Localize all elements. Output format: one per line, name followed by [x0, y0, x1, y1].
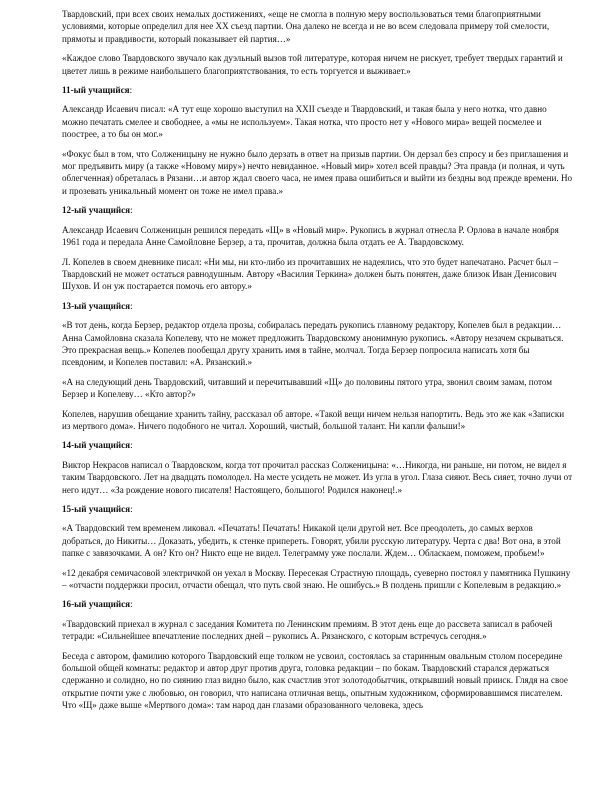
section-heading-label: 13-ый учащийся — [62, 300, 131, 311]
section-heading — [62, 598, 573, 610]
paragraph: «Твардовский приехал в журнал с заседания Комитета по Ленинским премиям. В этот день еще до рассвета записал в рабочей тетради: «Сильнейшее впечатление последних дней – рукопись А. Рязанского, с которым встречусь сегодня.» — [62, 618, 553, 642]
paragraph: «А Твардовский тем временем ликовал. «Печатать! Печатать! Никакой цели другой нет. Все преодолеть, до самых верхов добраться, до Никиты… Доказать, убедить, к стенке припереть. Говорят, убили русскую литературу. Черта с два! Вот она, в этой папке с завязочками. А он? Кто он? Никто еще не видел. Телеграмму уже послали. Ждем… Обласкаем, поможем, пробьем!» — [62, 523, 561, 559]
section-heading — [62, 503, 573, 515]
paragraph: «А на следующий день Твардовский, читавший и перечитывавший «Щ» до половины пятого утра, звонил своим замам, потом Берзер и Копелеву… «Кто автор?» — [62, 376, 553, 400]
section-heading-label: 11-ый учащийся — [62, 85, 130, 96]
paragraph: Л. Копелев в своем дневнике писал: «Ни мы, ни кто-либо из прочитавших не надеялись, что это будет напечатано. Расчет был – Твардовский не может остаться равнодушным. Автору «Василия Теркина» должен быть понятен, даже близок Иван Денисович Шухов. И он уж постарается помочь его автору.» — [62, 256, 558, 292]
section-heading-label: 14-ый учащийся — [62, 440, 131, 451]
paragraph: «Фокус был в том, что Солженицыну не нужно было дерзать в ответ на призыв партии. Он дерзал без спросу и без приглашения и мог предъявить миру (а также «Новому миру») нечто невиданное. «Новый мир» хотел всей правды? Эта правда (и полная, и чуть облегченная) обреталась в Рязани…и автор ждал своего часа, не имея права ошибиться и выйти из бездны вод прежде времени. Но и прозевать уникальный момент он тоже не имел права.» — [62, 148, 573, 196]
paragraph: «В тот день, когда Берзер, редактор отдела прозы, собиралась передать рукопись главному редактору, Копелев был в редакции… Анна Самойловна сказала Копелеву, что не может предложить Твардовскому анонимную рукопись. «Автору незачем скрываться. Это прекрасная вещь.» Копелев пообещал другу хранить имя в тайне, молчал. Тогда Берзер попросила написать хотя бы псевдоним, и Копелев поставил: «А. Рязанский.» — [62, 320, 564, 368]
section-heading — [62, 300, 573, 312]
section-heading-label: 15-ый учащийся — [62, 504, 131, 514]
paragraph: Александр Исаевич Солженицын решился передать «Щ» в «Новый мир». Рукопись в журнал отнесла Р. Орлова в начале ноября 1961 года и передала Анне Самойловне Берзер, а та, прочитав, должна была отдать ее А. Твардовскому. — [62, 224, 559, 248]
paragraph: Твардовский, при всех своих немалых достижениях, «еще не смогла в полную меру воспользоваться теми благоприятными условиями, которые определил для нее XX съезд партии. Она далеко не всегда и не во всем следовала примеру той смелости, прямоты и правдивости, который показывает ей партия…» — [62, 9, 550, 44]
section-heading-colon: : — [130, 440, 133, 451]
section-heading-colon: : — [129, 85, 133, 96]
section-heading-colon: : — [130, 300, 133, 311]
paragraph: Виктор Некрасов написал о Твардовском, когда тот прочитал рассказ Солженицына: «…Никогда, ни раньше, ни потом, не видел я таким Твардовского. Лет на двадцать помолодел. На месте усидеть не может. Из угла в угол. Глаза сияют. Весь сияет, точно лучи от него идут… «За рождение нового писателя! Настоящего, большого! Родился наконец!.» — [62, 459, 573, 495]
paragraph: «12 декабря семичасовой электричкой он уехал в Москву. Пересекая Страстную площадь, суеверно постоял у памятника Пушкину – «отчасти поддержки просил, отчасти обещал, что путь свой знаю. Не ошибусь.» В полдень пришли с Копелевым в редакцию.» — [62, 567, 571, 591]
section-heading — [62, 84, 573, 96]
section-heading — [62, 439, 573, 451]
section-heading-colon: : — [130, 599, 133, 610]
section-heading-colon: : — [130, 504, 133, 514]
paragraph: Беседа с автором, фамилию которого Твардовский еще толком не усвоил, состоялась за старинным овальным столом посередине большой общей комнаты: редактор и автор друг против друга, головка редакции – по бокам. Твардовский старался держаться сдержанно и солидно, но по сиянию глаз видно было, как счастлив этот золотодобытчик, открывший новый прииск. Глядя на свое открытие почти уже с любовью, он говорил, что написана отличная вещь, опытным художником, сформировавшимся писателем. Что «Щ» даже выше «Мертвого дома»: там народ дан глазами образованного человека, здесь — [62, 650, 568, 711]
section-heading-label: 12-ый учащийся — [62, 205, 131, 216]
paragraph: Копелев, нарушив обещание хранить тайну, рассказал об авторе. «Такой вещи ничем нельзя напортить. Ведь это же как «Записки из мертвого дома». Ничего подобного не читал. Хороший, чистый, большой талант. Ни капли фальши!» — [62, 408, 565, 431]
section-heading — [62, 204, 573, 216]
paragraph: Александр Исаевич писал: «А тут еще хорошо выступил на XXII съезде и Твардовский, и такая была у него нотка, что давно можно печатать смелее и свободнее, а «мы не используем». Такая нотка, что просто нет у «Нового мира» вещей посмелее и поострее, а то бы он мог.» — [62, 104, 547, 140]
section-heading-colon: : — [130, 205, 133, 216]
paragraph: «Каждое слово Твардовского звучало как дуэльный вызов той литературе, которая ничем не рискует, требует твердых гарантий и цветет лишь в режиме наибольшего благоприятствования, то есть торгуется и выживает.» — [62, 53, 563, 76]
section-heading-label: 16-ый учащийся — [62, 599, 131, 610]
